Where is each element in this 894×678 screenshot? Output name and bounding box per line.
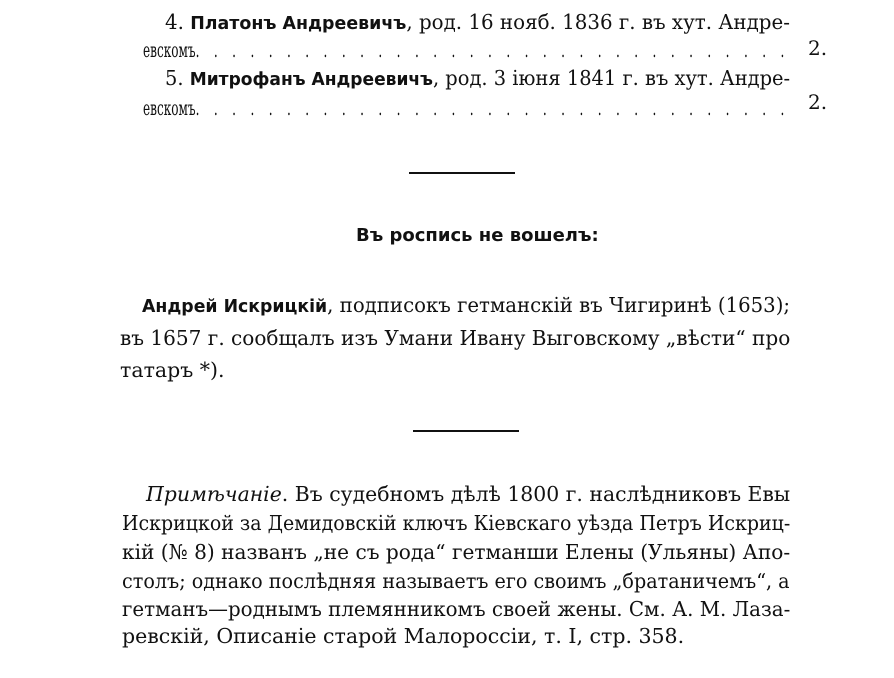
entry-4-line-1 [165,10,790,34]
note-line-2: Искрицкой за Демидовскій ключъ Кіевскаго уѣзда Петръ Искриц- [122,511,791,535]
note-line-6: ревскій, Описаніе старой Малороссіи, т. I, стр. 358. [122,624,685,648]
entry-5-details: , род. 3 іюня 1841 г. въ хут. Андре- [432,66,791,90]
entry-5-continuation: евскомъ [143,96,196,120]
andrei-name: Андрей Искрицкій [142,296,328,317]
entry-4-details: , род. 16 нояб. 1836 г. въ хут. Андре- [406,10,790,34]
andrei-details: , подписокъ гетманскій въ Чигиринѣ (1653); [327,293,791,317]
entry-4-line-2 [143,38,790,62]
section-divider-2 [413,430,519,432]
note-line-4: столъ; однако послѣдняя называетъ его своимъ „братаничемъ“, а [122,569,790,593]
andrei-line-1 [142,293,790,317]
note-line-1 [146,482,790,506]
note-label: Примѣчаніе [146,482,282,506]
entry-4-leader-dots: . . . . . . . . . . . . . . . . . . . . . . . . . . . . . . . . . [195,38,790,62]
entry-5-name: Митрофанъ Андреевичъ [189,69,433,90]
note-line-3: кій (№ 8) названъ „не съ рода“ гетманши Елены (Ульяны) Апо- [122,540,791,564]
entry-4-continuation: евскомъ [143,38,196,62]
entry-5-line-1 [165,66,790,90]
entry-5-line-2 [143,96,790,120]
entry-4-name: Платонъ Андреевичъ [190,13,407,34]
entry-5-leader-dots: . . . . . . . . . . . . . . . . . . . . . . . . . . . . . . . . . [195,96,790,120]
andrei-line-3: татаръ *). [120,358,225,382]
entry-5-page-ref: 2. [808,90,828,114]
section-divider-1 [409,172,515,174]
andrei-line-2: въ 1657 г. сообщалъ изъ Умани Ивану Выговскому „вѣсти“ про [120,326,791,350]
note-line-5: гетманъ—роднымъ племянникомъ своей жены. См. А. М. Лаза- [122,597,791,621]
note-line-1-text: . Въ судебномъ дѣлѣ 1800 г. наслѣдниковъ Евы [281,482,791,506]
section-heading: Въ роспись не вошелъ: [356,225,599,246]
entry-4-number: 4. [165,10,184,34]
entry-4-page-ref: 2. [808,36,828,60]
entry-5-number: 5. [165,66,184,90]
